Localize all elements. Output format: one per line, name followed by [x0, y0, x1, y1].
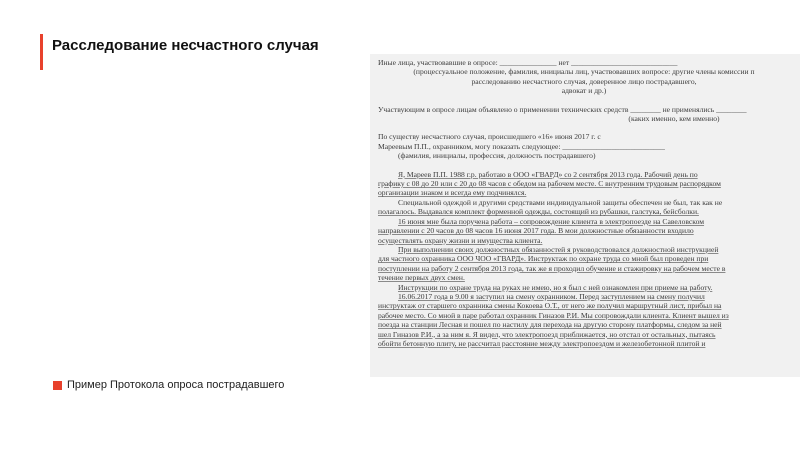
doc-line: Специальной одеждой и другими средствами индивидуальной защиты обеспечен не был, так как не [398, 197, 723, 207]
doc-line: организации знаком и всегда ему подчинялся. [378, 188, 527, 198]
doc-line: Участвующим в опросе лицам объявлено о применении технических средств ________ не применялись ________ [378, 104, 747, 114]
doc-line: поступлении на работу 2 сентября 2013 года, так же я проходил обучение и стажировку на рабочем месте в [378, 263, 726, 273]
doc-line: шел Гиназов Р.И., а за ним я. Я видел, что электропоезд приближается, но отстал от остальных, пытаясь [378, 329, 716, 339]
doc-line: рабочее место. Со мной в паре работал охранник Гиназов Р.И. Мы сопровождали клиента. Клиент вышел из [378, 310, 729, 320]
doc-line: 16.06.2017 года в 9.00 я заступил на смену охранником. Перед заступлением на смену получил [398, 291, 705, 301]
caption [53, 379, 284, 391]
doc-line: графику с 08 до 20 или с 20 до 08 часов с обедом на рабочем месте. С внутренним трудовым распорядком [378, 179, 721, 189]
doc-line: обойти бетонную плиту, не рассчитал расстояние между электропоездом и железобетонной плитой и [378, 338, 706, 348]
doc-line: расследованию несчастного случая, доверенное лицо пострадавшего, [471, 76, 697, 86]
doc-line: полагалось. Выдавался комплект форменной одежды, состоящий из рубашки, галстука, бейсболки. [378, 207, 699, 217]
doc-line: направлении с 20 часов до 08 часов 16 июня 2017 года. В мои должностные обязанности входило [378, 226, 694, 236]
doc-line: осуществлять охрану жизни и имущества клиента. [378, 235, 543, 245]
doc-line: для частного охранника ООО ЧОО «ГВАРД». Инструктаж по охране труда со мной был проведен при [378, 254, 709, 264]
caption-bullet-square [53, 381, 62, 390]
doc-line: 16 июня мне была поручена работа – сопровождение клиента в электропоезде на Савеловском [398, 216, 705, 226]
doc-line: (каких именно, кем именно) [628, 114, 720, 124]
doc-line: инструктаж от старшего охранника смены Кокоева О.Т., от него же получил маршрутный лист, прибыл на [378, 301, 722, 311]
doc-line: (процессуальное положение, фамилия, инициалы лиц, участвовавших вопросе: другие члены комиссии п [413, 67, 755, 77]
doc-line: По существу несчастного случая, происшедшего «16» июня 2017 г. с [378, 132, 601, 142]
doc-line: При выполнении своих должностных обязанностей я руководствовался должностной инструкцией [398, 244, 719, 254]
doc-line: поезда на станции Лесная и пошел по настилу для перехода на другую сторону платформы, следом за ней [378, 320, 722, 330]
slide-title: Расследование несчастного случая [52, 37, 319, 54]
doc-line: адвокат и др.) [561, 86, 607, 96]
doc-line: течение первых двух смен. [378, 273, 465, 283]
protocol-document-image [370, 54, 800, 377]
title-accent-bar [40, 34, 43, 70]
doc-line: Я, Мареев П.П. 1988 г.р. работаю в ООО «ГВАРД» со 2 сентября 2013 года. Рабочий день по [398, 169, 698, 179]
doc-line: Мареевым П.П., охранником, могу показать следующее: ___________________________ [378, 141, 665, 151]
caption-text: Пример Протокола опроса пострадавшего [67, 379, 285, 391]
doc-line: Инструкции по охране труда на руках не имею, но я был с ней ознакомлен при приеме на работу. [398, 282, 713, 292]
doc-line: (фамилия, инициалы, профессия, должность пострадавшего) [398, 151, 596, 161]
doc-line: Иные лица, участвовавшие в опросе: _______________ нет ____________________________ [378, 58, 678, 67]
